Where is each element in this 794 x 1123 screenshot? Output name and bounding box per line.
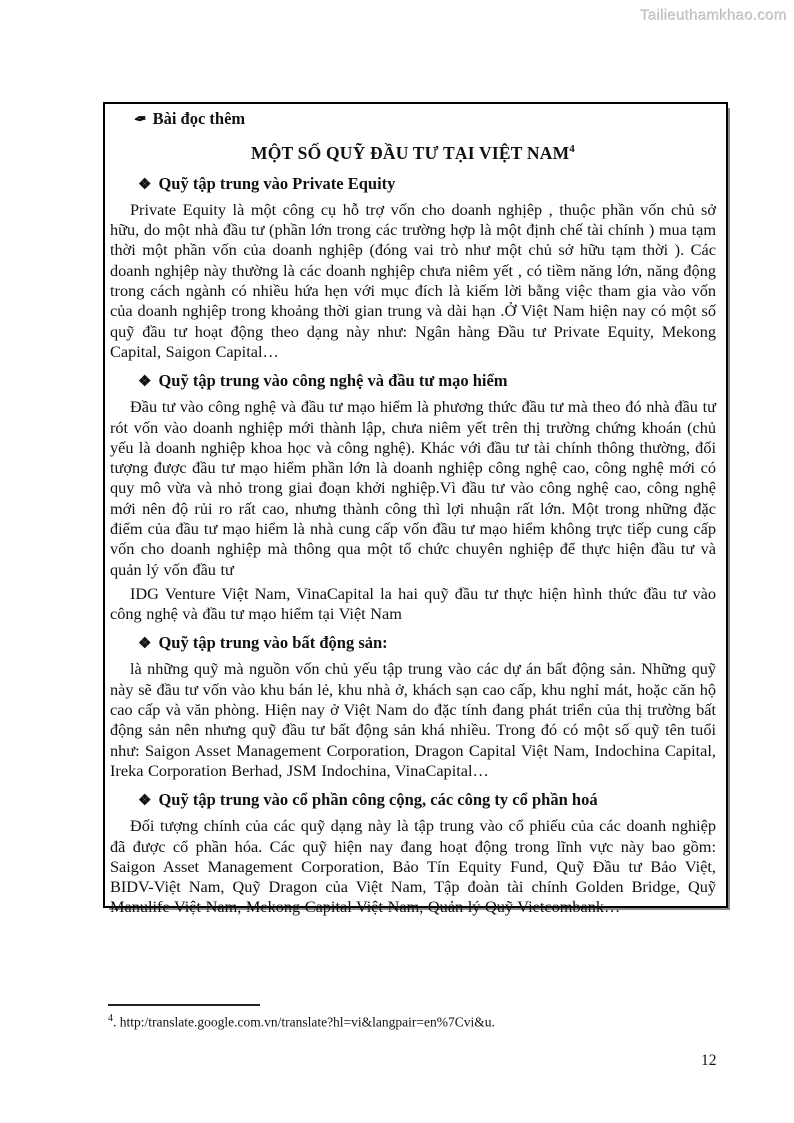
reading-label-line: [130, 108, 716, 131]
footnote-ref: 4: [108, 1013, 113, 1024]
paragraph: Private Equity là một công cụ hỗ trợ vốn cho doanh nghịêp , thuộc phần vốn chủ sở hữu, do một nhà đầu tư (phần lớn trong các trường hợp là một định chế tài chính ) mua tạm thời một phần vốn của doanh nghịêp (đóng vai trò như một chủ sở hữu tạm thời ). Các doanh nghịêp này thường là các doanh nghịêp chưa niêm yết , có tiềm năng lớn, năng động trong cách ngành có nhiều hứa hẹn với mục đích là kiếm lời bằng việc tham gia vào vốn của doanh nghịêp trong khoảng thời gian trung và dài hạn .Ở Việt Nam hiện nay có một số quỹ đầu tư hoạt động theo dạng này như: Ngân hàng Đầu tư Private Equity, Mekong Capital, Saigon Capital…: [110, 199, 716, 361]
footnote-separator: [108, 1004, 260, 1006]
pen-icon: ✒: [132, 111, 148, 129]
footnote: [108, 1010, 495, 1032]
footnote-url: . http:/translate.google.com.vn/translate?hl=vi&langpair=en%7Cvi&u.: [113, 1014, 495, 1030]
section-public-equity: [110, 789, 716, 917]
document-title-text: MỘT SỐ QUỸ ĐẦU TƯ TẠI VIỆT NAM: [250, 142, 570, 163]
watermark: Tailieuthamkhao.com: [640, 7, 787, 24]
section-heading-text: Quỹ tập trung vào Private Equity: [158, 173, 396, 193]
title-footnote-ref: 4: [569, 143, 575, 155]
reading-label: Bài đọc thêm: [152, 109, 246, 128]
section-heading: [138, 789, 716, 812]
paragraph: Đầu tư vào công nghệ và đầu tư mạo hiểm là phương thức đầu tư mà theo đó nhà đầu tư rót vốn vào doanh nghiệp mới thành lập, chưa niêm yết trên thị trường chứng khoán (chủ yếu là doanh nghiệp khoa học và công nghệ). Khác với đầu tư tài chính thông thường, đối tượng được đầu tư mạo hiểm phần lớn là doanh nghiệp công nghệ cao, công nghệ mới có quy mô vừa và nhỏ trong giai đoạn khởi nghiệp.Vì đầu tư vào công nghệ cao, công nghệ mới nên độ rủi ro rất cao, nhưng thành công thì lợi nhuận rất lớn. Một trong những đặc điểm của đầu tư mạo hiểm là nhà cung cấp vốn đầu tư mạo hiểm không trực tiếp cung cấp vốn cho doanh nghiệp mà thông qua một tổ chức chuyên nghiệp để thực hiện đầu tư và quản lý vốn đầu tư: [110, 397, 716, 579]
reading-box: [103, 102, 728, 917]
section-heading: [138, 173, 716, 196]
document-title: [110, 137, 716, 165]
diamond-bullet-icon: ❖: [138, 793, 152, 810]
section-real-estate: [110, 632, 716, 781]
section-heading: [138, 370, 716, 393]
section-technology-venture: [110, 370, 716, 624]
diamond-bullet-icon: ❖: [138, 176, 152, 193]
section-heading-text: Quỹ tập trung vào cổ phần công cộng, các công ty cổ phần hoá: [158, 790, 598, 810]
section-heading-text: Quỹ tập trung vào bất động sản:: [158, 633, 388, 653]
diamond-bullet-icon: ❖: [138, 374, 152, 391]
paragraph: IDG Venture Việt Nam, VinaCapital la hai quỹ đầu tư thực hiện hình thức đầu tư vào công nghệ và đầu tư mạo hiểm tại Việt Nam: [110, 583, 716, 624]
section-private-equity: [110, 173, 716, 362]
page-number: 12: [701, 1052, 717, 1069]
paragraph: Đối tượng chính của các quỹ dạng này là tập trung vào cổ phiếu của các doanh nghiệp đã được cổ phần hóa. Các quỹ hiện nay đang hoạt động trong lĩnh vực này bao gồm: Saigon Asset Management Corporation, Bảo Tín Equity Fund, Quỹ Đầu tư Bảo Việt, BIDV-Việt Nam, Quỹ Dragon của Việt Nam, Tập đoàn tài chính Golden Bridge, Quỹ Manulife Việt Nam, Mekong Capital Việt Nam, Quản lý Quỹ Vietcombank…: [110, 816, 716, 917]
section-heading-text: Quỹ tập trung vào công nghệ và đầu tư mạo hiểm: [158, 371, 508, 391]
paragraph: là những quỹ mà nguồn vốn chủ yếu tập trung vào các dự án bất động sản. Những quỹ này sẽ đầu tư vốn vào khu bán lẻ, khu nhà ở, khách sạn cao cấp, khu nghỉ mát, hoặc căn hộ cao cấp và văn phòng. Hiện nay ở Việt Nam do đặc tính đang phát triển của thị trường bất động sản nên nhưng quỹ đầu tư bất động sản khá nhiều. Trong đó có một số quỹ tên tuổi như: Saigon Asset Management Corporation, Dragon Capital Việt Nam, Indochina Capital, Ireka Corporation Berhad, JSM Indochina, VinaCapital…: [110, 659, 716, 780]
section-heading: [138, 632, 716, 655]
diamond-bullet-icon: ❖: [138, 636, 152, 653]
